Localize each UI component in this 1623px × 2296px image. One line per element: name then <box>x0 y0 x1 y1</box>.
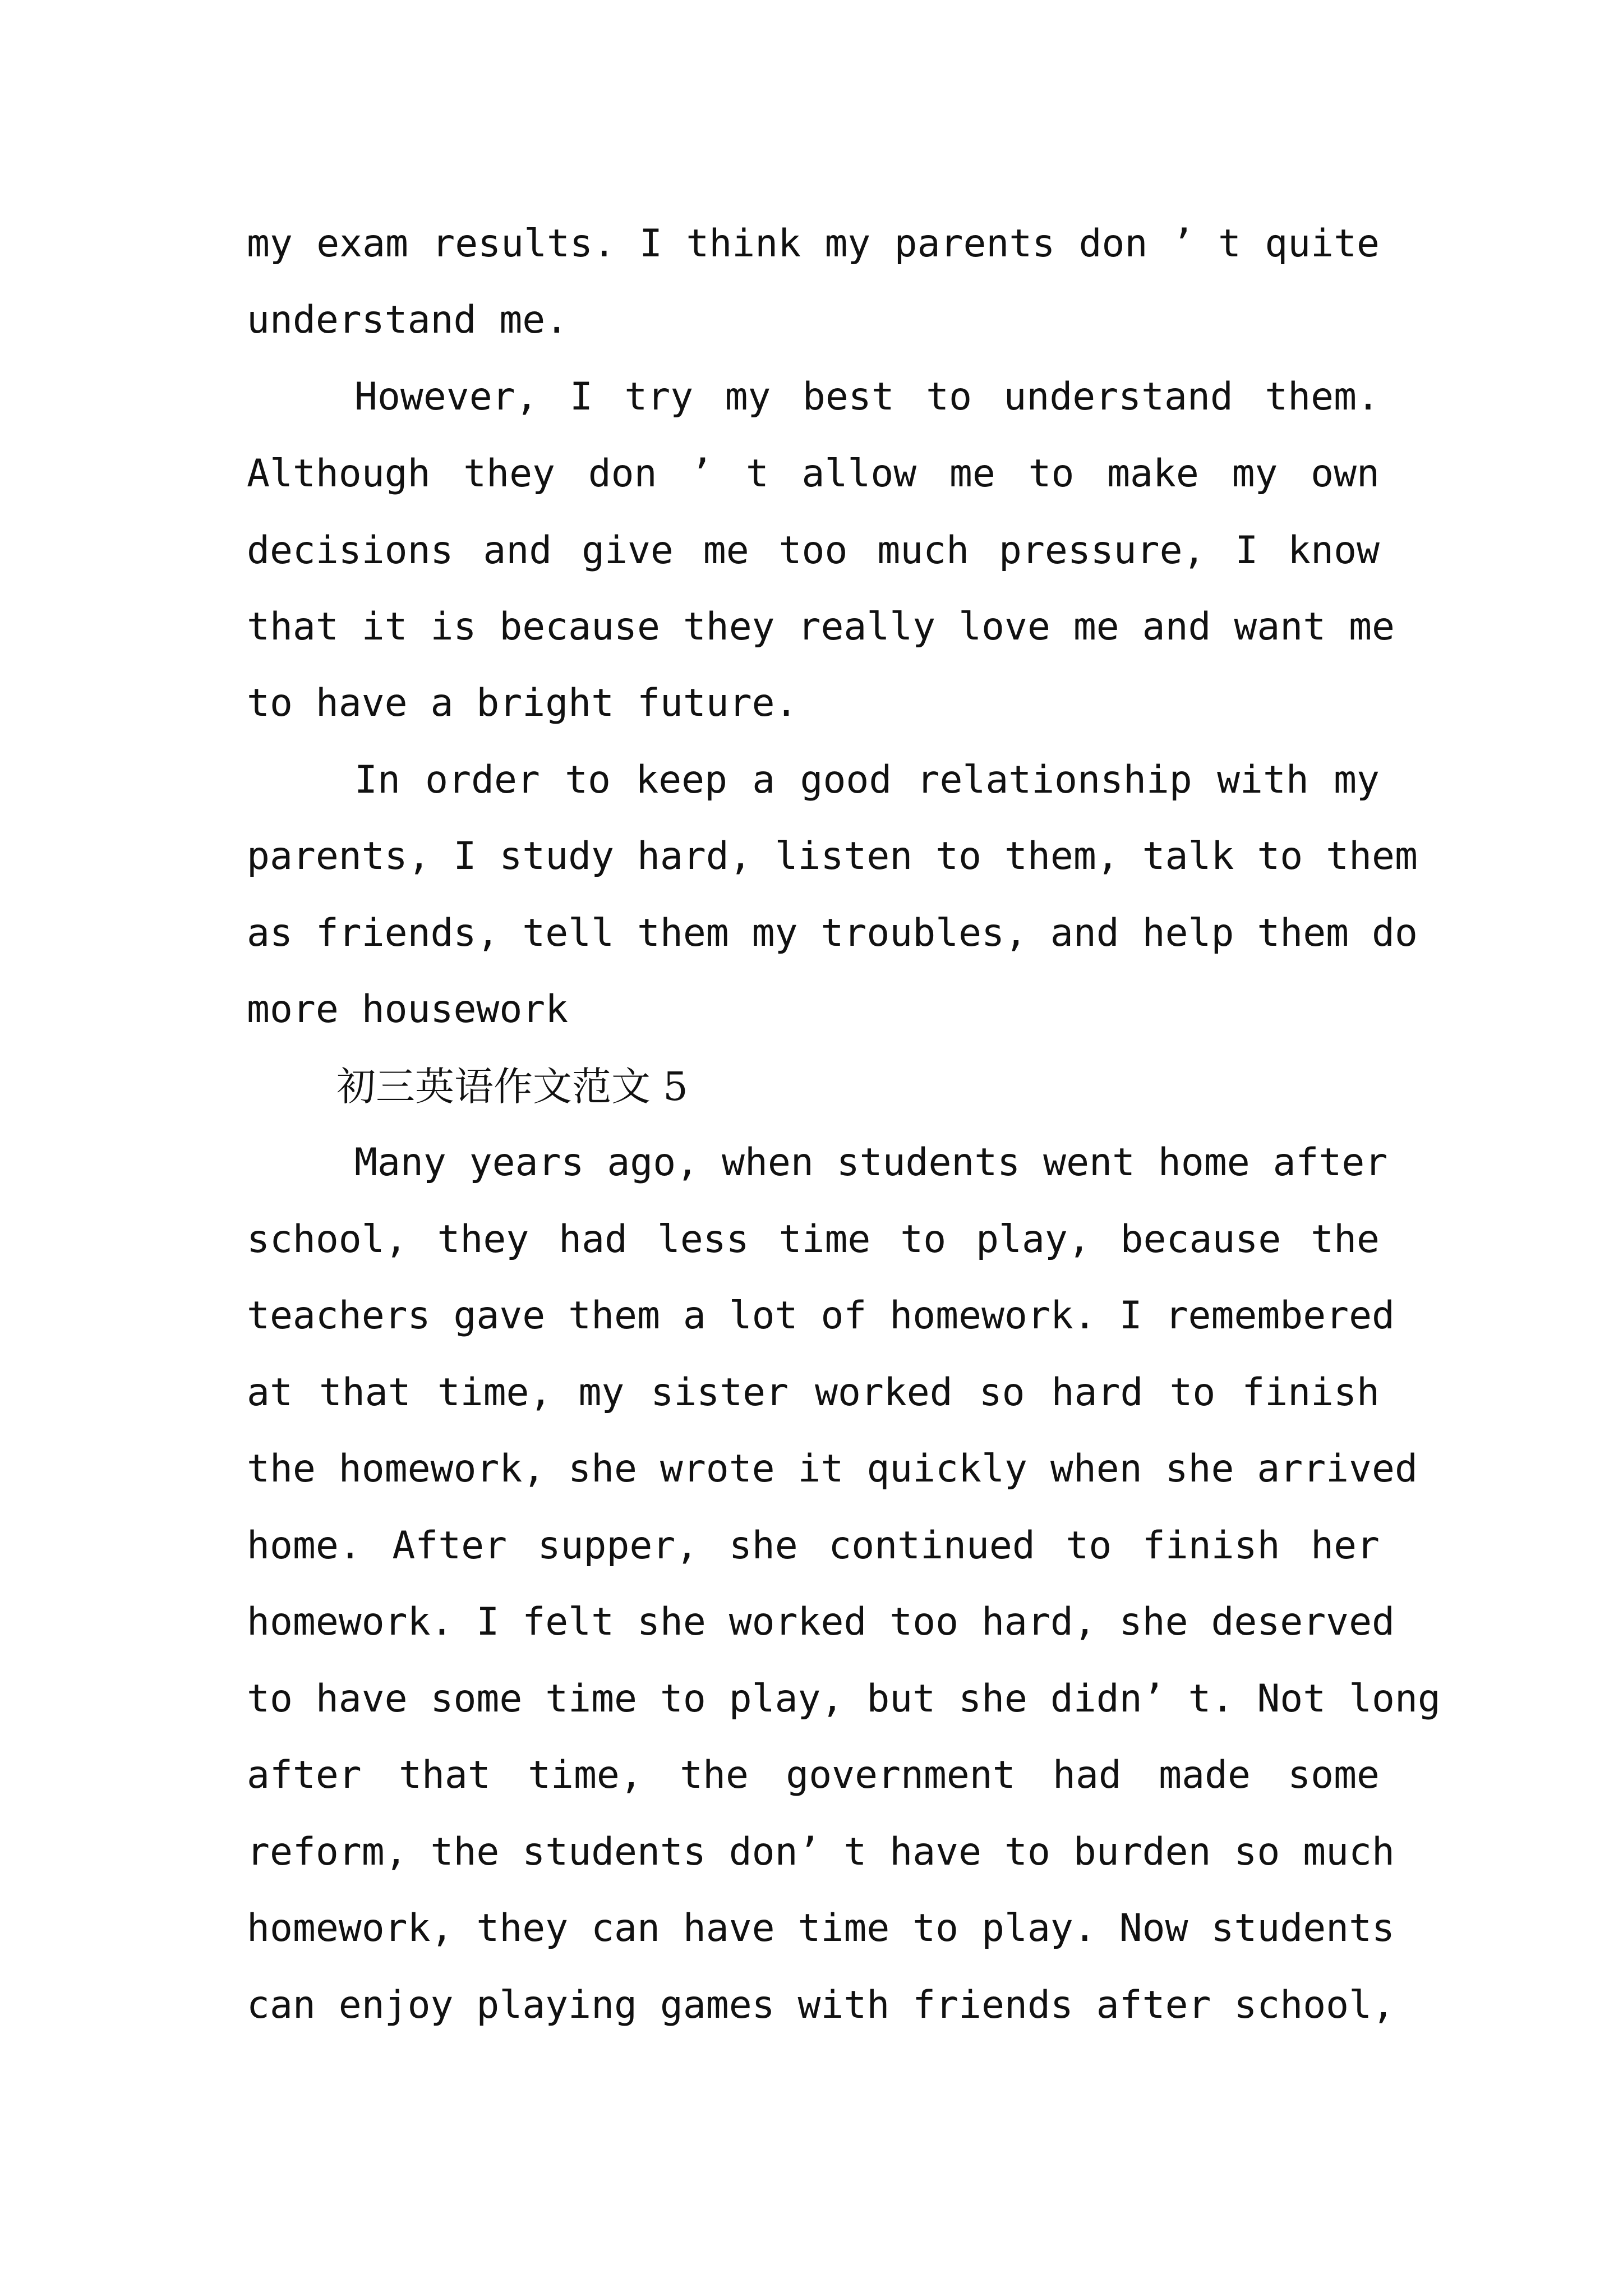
text-line: more housework <box>247 987 569 1032</box>
text-line: homework. I felt she worked too hard, she deserved <box>247 1600 1395 1644</box>
paragraph-first-line: Many years ago, when students went home after <box>354 1140 1388 1185</box>
paragraph-first-line: In order to keep a good relationship with my <box>354 758 1380 802</box>
text-line: my exam results. I think my parents don ’ t quite <box>247 222 1380 266</box>
text-line: can enjoy playing games with friends after school, <box>247 1983 1395 2027</box>
text-line: decisions and give me too much pressure, I know <box>247 528 1380 573</box>
text-line: at that time, my sister worked so hard to finish <box>247 1370 1380 1415</box>
text-line: school, they had less time to play, because the <box>247 1217 1380 1262</box>
text-line: home. After supper, she continued to finish her <box>247 1524 1380 1568</box>
text-line: teachers gave them a lot of homework. I remembered <box>247 1294 1395 1338</box>
text-line: parents, I study hard, listen to them, talk to them <box>247 834 1418 878</box>
text-line: the homework, she wrote it quickly when she arrived <box>247 1447 1418 1491</box>
text-line: as friends, tell them my troubles, and help them do <box>247 911 1418 955</box>
text-line: to have some time to play, but she didn’ t. Not long <box>247 1677 1441 1721</box>
section-heading: 初三英语作文范文 5 <box>336 1064 688 1110</box>
text-line: that it is because they really love me and want me <box>247 605 1395 649</box>
text-line: to have a bright future. <box>247 681 798 725</box>
text-line: Although they don ’ t allow me to make my own <box>247 452 1380 496</box>
text-line: understand me. <box>247 298 569 342</box>
text-line: reform, the students don’ t have to burden so much <box>247 1830 1395 1874</box>
text-line: after that time, the government had made some <box>247 1753 1380 1797</box>
paragraph-first-line: However, I try my best to understand them. <box>354 375 1380 419</box>
text-line: homework, they can have time to play. Now students <box>247 1906 1395 1950</box>
